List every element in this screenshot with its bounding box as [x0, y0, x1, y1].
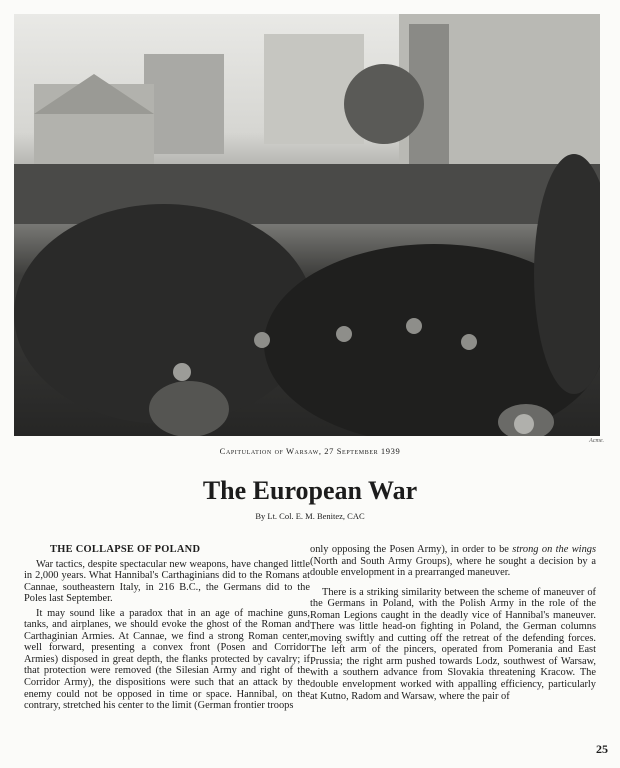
right-column	[310, 544, 596, 705]
photo-credit: Acme.	[589, 438, 604, 444]
article-byline: By Lt. Col. E. M. Benitez, CAC	[255, 511, 365, 521]
paragraph: There is a striking similarity between the scheme of maneuver of the Germans in Poland, with the Polish Army in the role of the Roman Legions caught in the deadly vice of Hannibal's maneuver. There was little head-on fighting in Poland, the German columns moving swiftly and cutting off the retreat of the defending forces. The left arm of the pincers, operated from Pomerania and East Prussia; the right arm pushed towards Lodz, southwest of Warsaw, with a southern advance from Slovakia threatening Kracow. The double envelopment worked with appalling efficiency, particularly at Kutno, Radom and Warsaw, where the pair of	[310, 586, 596, 702]
page-number: 25	[596, 742, 608, 756]
capitulation-photo	[14, 14, 600, 436]
paragraph: War tactics, despite spectacular new weapons, have changed little in 2,000 years. What Hannibal's Carthaginians did to the Romans at Cannae, southeastern Italy, in 216 B.C., the Germans did to the Poles last September.	[24, 558, 310, 605]
article-title: The European War	[202, 476, 418, 505]
paragraph: It may sound like a paradox that in an age of machine guns, tanks, and airplanes, we should evoke the ghost of the Roman and Carthaginian Armies. At Cannae, we find a strong Roman center, well forward, presenting a convex front (Posen and Corridor Armies) disposed in great depth, the flanks protected by cavalry; if that protection were removed (the Silesian Army and right of the Corridor Army), the dispositions were such that an attack by the enemy could not be opposed in time or space. Hannibal, on the contrary, stretched his center to the limit (German frontier troops	[24, 607, 310, 712]
photo-caption: Capitulation of Warsaw, 27 September 1939	[219, 446, 401, 456]
section-heading: THE COLLAPSE OF POLAND	[50, 544, 201, 555]
paragraph-continued: only opposing the Posen Army), in order to be strong on the wings (North and South Army Groups), where he sought a decision by a double envelopment in a prearranged maneuver.	[310, 544, 596, 579]
emphasis: strong on the wings	[512, 544, 596, 555]
left-column	[24, 544, 310, 715]
